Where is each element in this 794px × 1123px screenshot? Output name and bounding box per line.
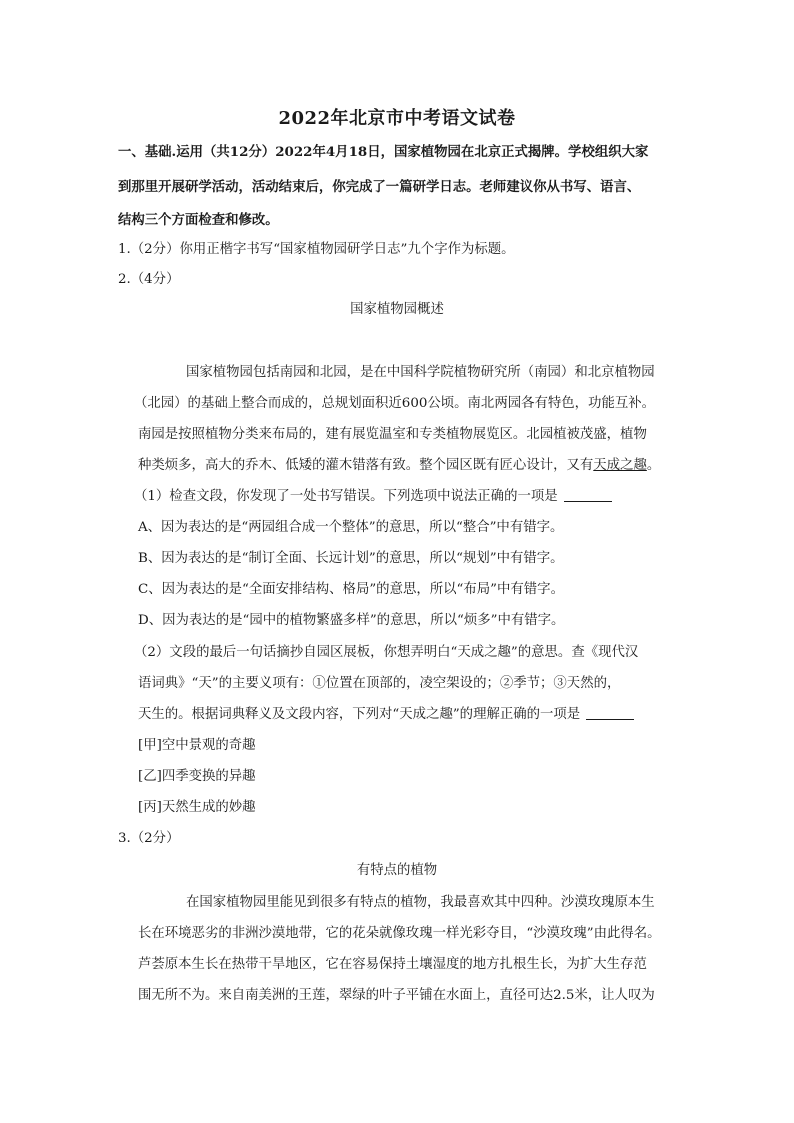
answer-blank-1[interactable] bbox=[564, 487, 612, 502]
intro-line-1: 一、基础.运用（共12分）2022年4月18日，国家植物园在北京正式揭牌。学校组织大家 bbox=[118, 144, 649, 160]
option-c: C、因为表达的是“全面安排结构、格局”的意思，所以“布局”中有错字。 bbox=[138, 582, 564, 597]
intro-line-2: 到那里开展研学活动，活动结束后，你完成了一篇研学日志。老师建议你从书写、语言、 bbox=[118, 179, 641, 195]
question-1: 1.（2分）你用正楷字书写“国家植物园研学日志”九个字作为标题。 bbox=[118, 242, 515, 257]
passage-1-title: 国家植物园概述 bbox=[350, 302, 444, 317]
exam-title: 2022年北京市中考语文试卷 bbox=[278, 108, 516, 129]
passage-2-line-1: 在国家植物园里能见到很多有特点的植物，我最喜欢其中四种。沙漠玫瑰原本生 bbox=[186, 895, 655, 910]
passage-2-line-4: 围无所不为。来自南美洲的王莲，翠绿的叶子平铺在水面上，直径可达2.5米，让人叹为 bbox=[138, 988, 655, 1003]
option-a: A、因为表达的是“两园组合成一个整体”的意思，所以“整合”中有错字。 bbox=[138, 520, 564, 535]
option-yi: [乙]四季变换的异趣 bbox=[138, 769, 256, 784]
option-bing: [丙]天然生成的妙趣 bbox=[138, 800, 256, 815]
sub-question-1-text: （1）检查文段，你发现了一处书写错误。下列选项中说法正确的一项是 bbox=[134, 489, 558, 504]
passage-2-line-3: 芦荟原本生长在热带干旱地区，它在容易保持土壤湿度的地方扎根生长，为扩大生存范 bbox=[138, 957, 647, 972]
question-3-heading: 3.（2分） bbox=[118, 831, 180, 846]
sub-question-2-line-2: 语词典》“天”的主要义项有：①位置在顶部的，凌空架设的；②季节；③天然的， bbox=[138, 676, 621, 691]
option-jia: [甲]空中景观的奇趣 bbox=[138, 738, 256, 753]
passage-1-line-1: 国家植物园包括南园和北园，是在中国科学院植物研究所（南园）和北京植物园 bbox=[186, 365, 655, 380]
passage-1-line-2: （北园）的基础上整合而成的，总规划面积近600公顷。南北两园各有特色，功能互补。 bbox=[134, 396, 656, 411]
passage-1-line-4-text: 种类烦多，高大的乔木、低矮的灌木错落有致。整个园区既有匠心设计，又有 bbox=[138, 458, 594, 473]
passage-2-line-2: 长在环境恶劣的非洲沙漠地带，它的花朵就像玫瑰一样光彩夺目，“沙漠玫瑰”由此得名。 bbox=[138, 926, 661, 941]
answer-blank-2[interactable] bbox=[586, 705, 634, 720]
sub-question-2-line-3 bbox=[138, 705, 634, 725]
sub-question-2-line-3-text: 天生的。根据词典释义及文段内容，下列对“天成之趣”的理解正确的一项是 bbox=[138, 707, 581, 722]
underlined-phrase: 天成之趣 bbox=[593, 458, 647, 473]
passage-1-line-3: 南园是按照植物分类来布局的，建有展览温室和专类植物展览区。北园植被茂盛，植物 bbox=[138, 427, 647, 442]
sub-question-1 bbox=[134, 487, 612, 507]
intro-line-3: 结构三个方面检查和修改。 bbox=[118, 212, 279, 228]
passage-1-line-4 bbox=[138, 456, 660, 476]
passage-2-title: 有特点的植物 bbox=[356, 863, 438, 878]
passage-1-line-4-end: 。 bbox=[646, 458, 661, 473]
sub-question-2-line-1: （2）文段的最后一句话摘抄自园区展板，你想弄明白“天成之趣”的意思。查《现代汉 bbox=[134, 645, 639, 660]
option-b: B、因为表达的是“制订全面、长远计划”的意思，所以“规划”中有错字。 bbox=[138, 551, 564, 566]
question-2-heading: 2.（4分） bbox=[118, 272, 180, 287]
option-d: D、因为表达的是“园中的植物繁盛多样”的意思，所以“烦多”中有错字。 bbox=[138, 613, 565, 628]
